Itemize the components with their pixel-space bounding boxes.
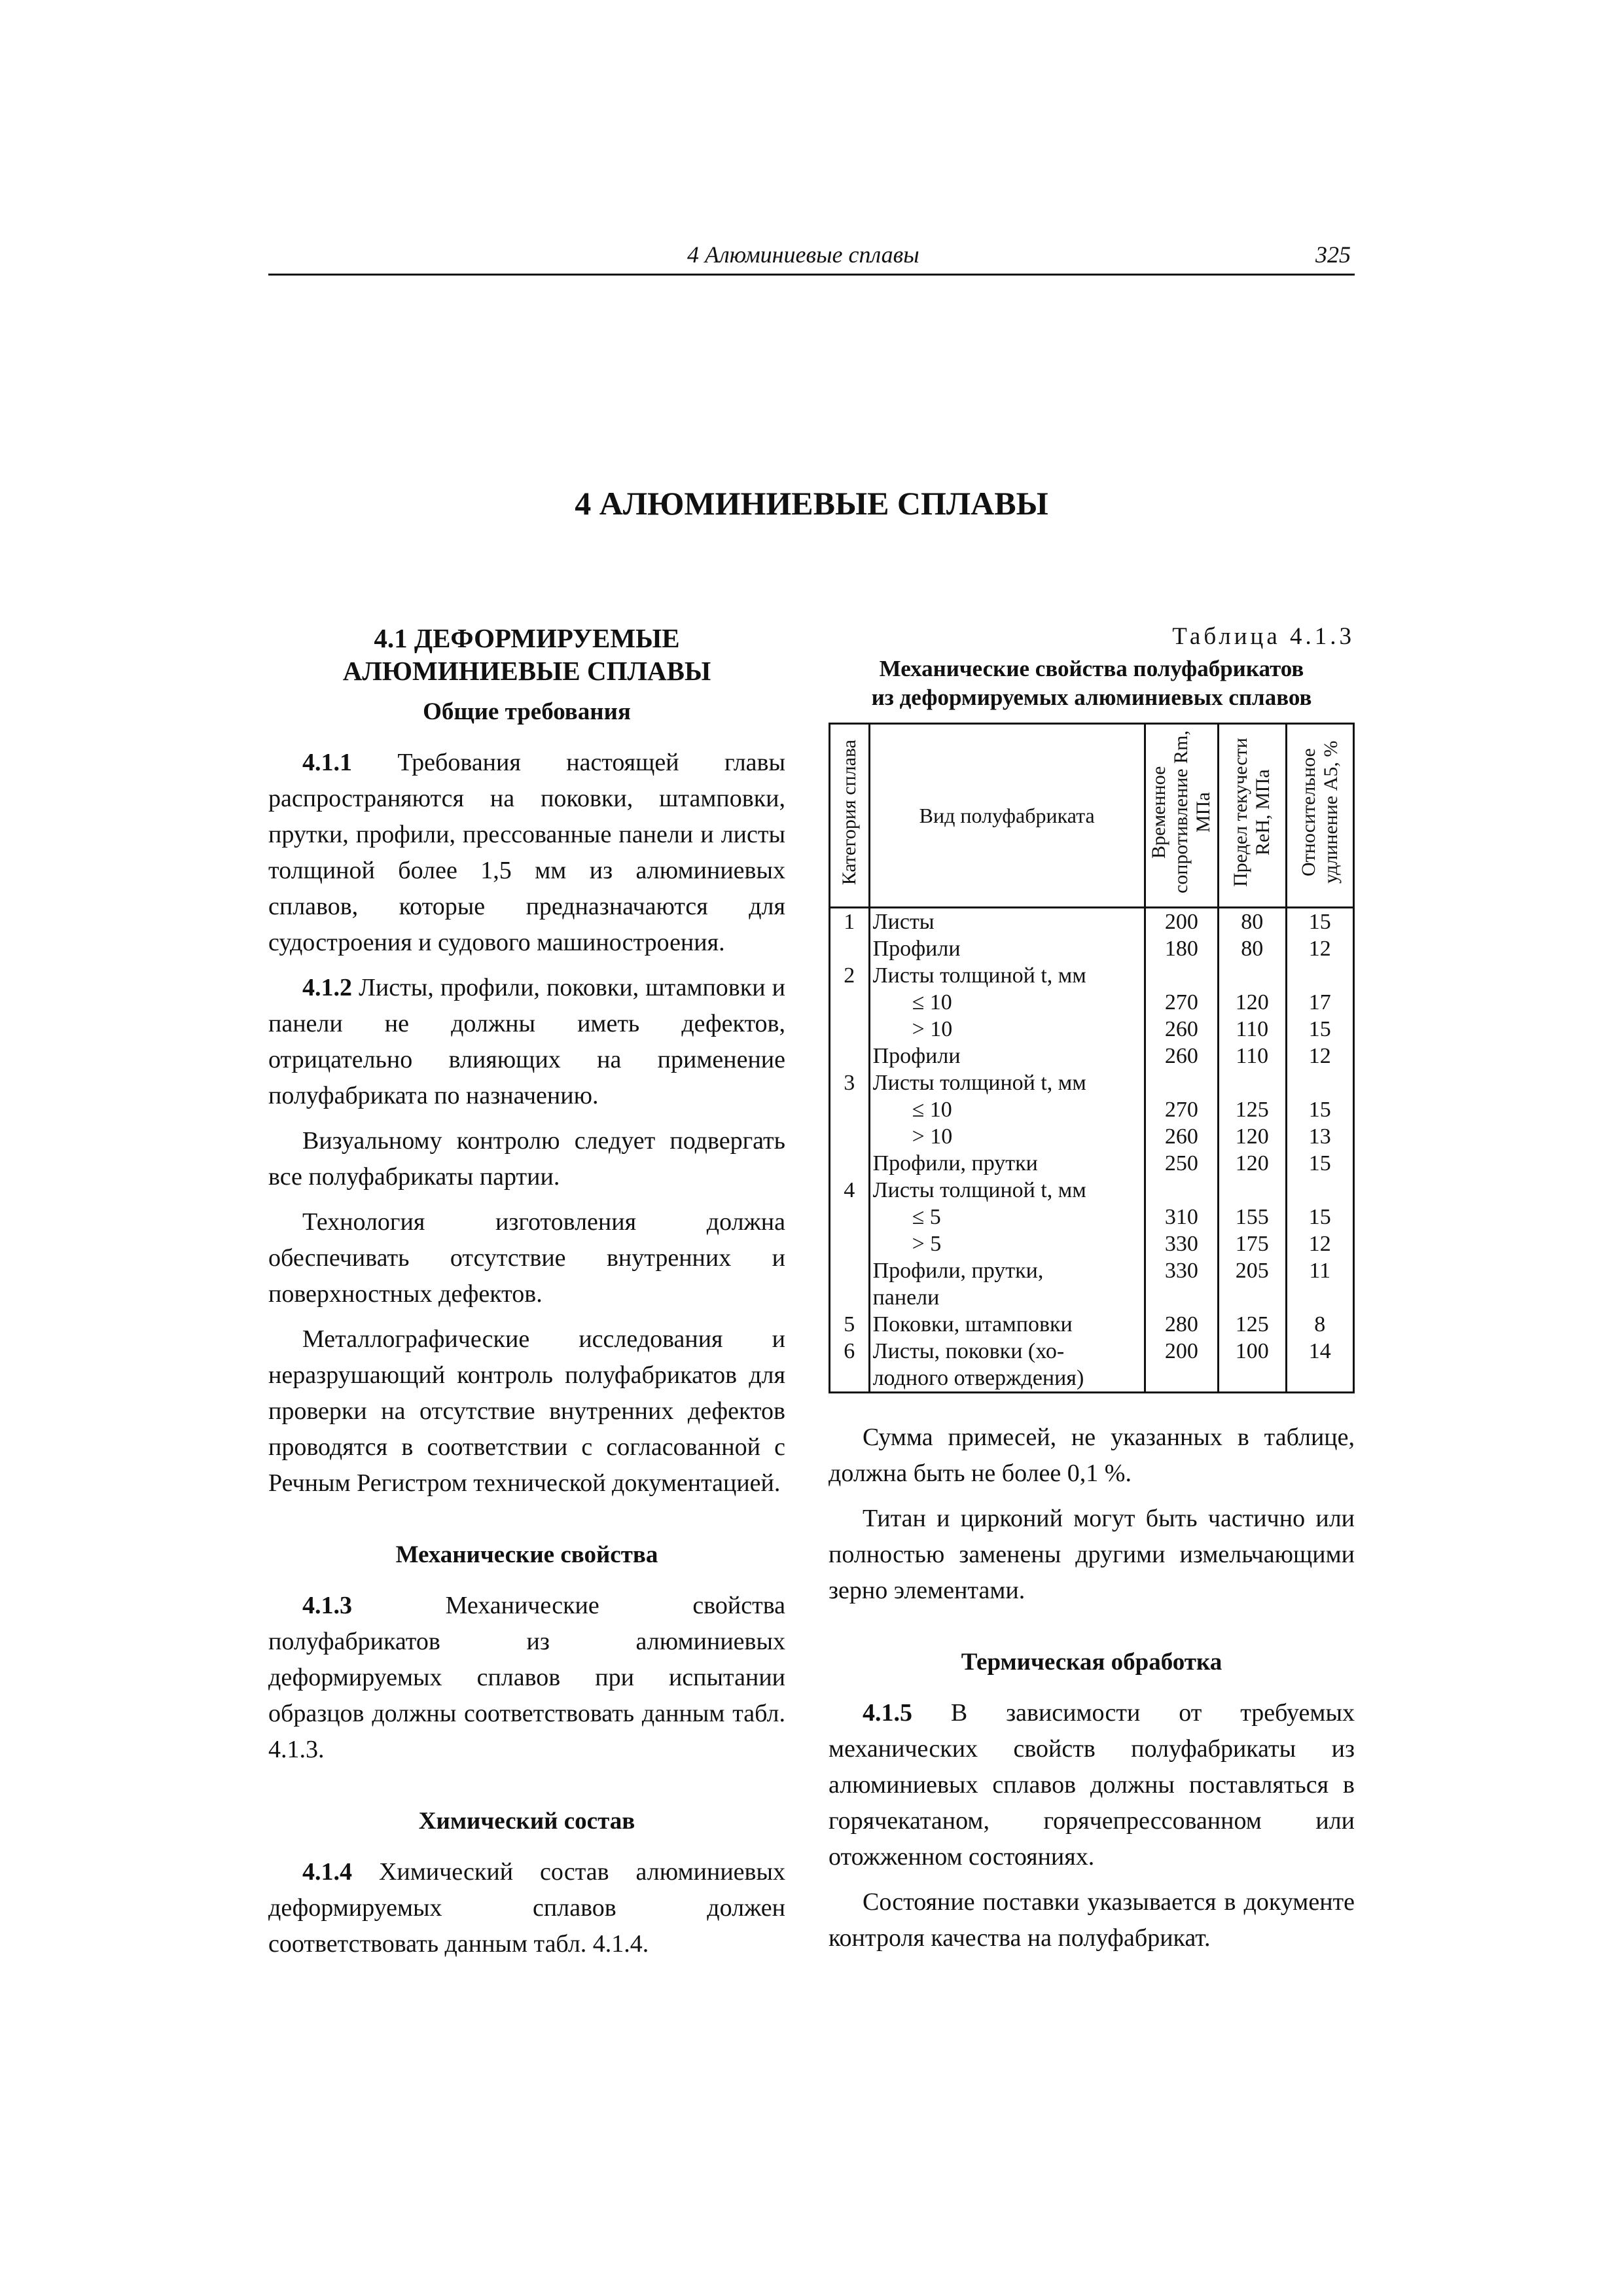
cell-reh xyxy=(1219,962,1286,989)
cell-reh: 120 xyxy=(1219,989,1286,1016)
cell-rm: 260 xyxy=(1145,1043,1218,1069)
header-reh xyxy=(1219,724,1286,908)
table-row xyxy=(830,1150,1354,1177)
cell-cat xyxy=(830,1150,870,1177)
cell-reh: 120 xyxy=(1219,1150,1286,1177)
cell-a5: 12 xyxy=(1286,1043,1353,1069)
cell-rm xyxy=(1145,1069,1218,1096)
clause-number: 4.1.2 xyxy=(302,974,352,1001)
cell-rm: 310 xyxy=(1145,1204,1218,1230)
cell-reh: 205 xyxy=(1219,1257,1286,1284)
cell-kind: Листы толщиной t, мм xyxy=(869,1069,1145,1096)
table-row xyxy=(830,1016,1354,1043)
table-row xyxy=(830,1284,1354,1311)
cell-kind: Листы толщиной t, мм xyxy=(869,962,1145,989)
cell-reh: 80 xyxy=(1219,908,1286,936)
table-header-row xyxy=(830,724,1354,908)
cell-rm xyxy=(1145,1284,1218,1311)
header-a5 xyxy=(1286,724,1353,908)
section-title-line2: АЛЮМИНИЕВЫЕ СПЛАВЫ xyxy=(342,656,711,686)
cell-reh: 80 xyxy=(1219,935,1286,962)
header-category xyxy=(830,724,870,908)
cell-kind: ≤ 5 xyxy=(869,1204,1145,1230)
table-caption xyxy=(829,655,1355,712)
cell-reh: 110 xyxy=(1219,1043,1286,1069)
cell-cat xyxy=(830,1284,870,1311)
cell-a5: 13 xyxy=(1286,1123,1353,1150)
cell-kind: ≤ 10 xyxy=(869,989,1145,1016)
section-title-line1: 4.1 ДЕФОРМИРУЕМЫЕ xyxy=(374,623,680,653)
table-row xyxy=(830,962,1354,989)
table-label: Таблица 4.1.3 xyxy=(1172,623,1355,650)
cell-a5 xyxy=(1286,962,1353,989)
left-column xyxy=(268,622,785,1971)
cell-reh: 120 xyxy=(1219,1123,1286,1150)
cell-reh: 110 xyxy=(1219,1016,1286,1043)
paragraph-delivery-state: Состояние поставки указывается в документе контроля качества на полуфабрикат. xyxy=(829,1888,1355,1952)
cell-a5 xyxy=(1286,1069,1353,1096)
right-column xyxy=(829,622,1355,1965)
cell-rm xyxy=(1145,962,1218,989)
header-rm-text: Временное сопротивление Rm, МПа xyxy=(1148,730,1215,894)
table-row xyxy=(830,1096,1354,1123)
cell-kind: ≤ 10 xyxy=(869,1096,1145,1123)
table-row xyxy=(830,989,1354,1016)
cell-reh xyxy=(1219,1069,1286,1096)
cell-kind: > 5 xyxy=(869,1230,1145,1257)
cell-reh: 175 xyxy=(1219,1230,1286,1257)
cell-rm: 280 xyxy=(1145,1311,1218,1338)
cell-rm: 180 xyxy=(1145,935,1218,962)
cell-a5: 15 xyxy=(1286,1204,1353,1230)
cell-a5: 11 xyxy=(1286,1257,1353,1284)
cell-cat xyxy=(830,1230,870,1257)
running-head-title: 4 Алюминиевые сплавы xyxy=(687,242,919,268)
cell-cat xyxy=(830,935,870,962)
cell-a5 xyxy=(1286,1177,1353,1204)
cell-reh: 125 xyxy=(1219,1311,1286,1338)
cell-cat xyxy=(830,1257,870,1284)
subheading-general: Общие требования xyxy=(423,698,631,725)
cell-a5: 12 xyxy=(1286,1230,1353,1257)
table-row xyxy=(830,908,1354,936)
cell-a5: 12 xyxy=(1286,935,1353,962)
table-row xyxy=(830,1338,1354,1365)
table-row xyxy=(830,1230,1354,1257)
cell-a5: 17 xyxy=(1286,989,1353,1016)
header-kind: Вид полуфабриката xyxy=(869,724,1145,908)
paragraph-metallography: Металлографические исследования и неразрушающий контроль полуфабрикатов для проверки на отсутствие внутренних дефектов проводятся в соответствии с согласованной с Речным Регистром технической документацией. xyxy=(268,1325,785,1497)
cell-kind: Поковки, штамповки xyxy=(869,1311,1145,1338)
cell-cat xyxy=(830,1204,870,1230)
header-a5-text: Относительное удлинение A5, % xyxy=(1297,740,1342,884)
paragraph-4-1-5 xyxy=(829,1695,1355,1875)
paragraph-technology: Технология изготовления должна обеспечивать отсутствие внутренних и поверхностных дефектов. xyxy=(268,1208,785,1308)
cell-rm: 260 xyxy=(1145,1016,1218,1043)
cell-kind: лодного отверждения) xyxy=(869,1365,1145,1393)
header-category-text: Категория сплава xyxy=(838,739,860,886)
cell-kind: панели xyxy=(869,1284,1145,1311)
cell-cat: 1 xyxy=(830,908,870,936)
cell-rm: 200 xyxy=(1145,908,1218,936)
cell-rm: 260 xyxy=(1145,1123,1218,1150)
header-rm xyxy=(1145,724,1218,908)
cell-rm xyxy=(1145,1365,1218,1393)
cell-kind: Листы толщиной t, мм xyxy=(869,1177,1145,1204)
table-row xyxy=(830,1069,1354,1096)
cell-kind: Листы, поковки (хо- xyxy=(869,1338,1145,1365)
cell-a5: 8 xyxy=(1286,1311,1353,1338)
cell-rm: 270 xyxy=(1145,989,1218,1016)
cell-rm: 250 xyxy=(1145,1150,1218,1177)
table-row xyxy=(830,1123,1354,1150)
cell-kind: Профили xyxy=(869,935,1145,962)
cell-cat xyxy=(830,1123,870,1150)
cell-a5: 15 xyxy=(1286,1016,1353,1043)
running-head xyxy=(268,237,1355,276)
cell-a5: 15 xyxy=(1286,1150,1353,1177)
cell-cat: 6 xyxy=(830,1338,870,1365)
section-title xyxy=(268,622,785,687)
paragraph-text: Механические свойства полуфабрикатов из алюминиевых деформируемых сплавов при испытании образцов должны соответствовать данным табл. 4.1.3. xyxy=(268,1592,785,1763)
table-row xyxy=(830,935,1354,962)
clause-number: 4.1.1 xyxy=(302,749,352,776)
subheading-chemical: Химический состав xyxy=(418,1808,635,1835)
table-caption-line1: Механические свойства полуфабрикатов xyxy=(879,656,1304,681)
cell-a5 xyxy=(1286,1284,1353,1311)
cell-cat xyxy=(830,1016,870,1043)
cell-reh: 155 xyxy=(1219,1204,1286,1230)
paragraph-visual-control: Визуальному контролю следует подвергать все полуфабрикаты партии. xyxy=(268,1127,785,1191)
cell-rm: 270 xyxy=(1145,1096,1218,1123)
paragraph-text: В зависимости от требуемых механических свойств полуфабрикаты из алюминиевых сплавов должны поставляться в горячекатаном, горячепрессованном или отожженном состояниях. xyxy=(829,1699,1355,1871)
paragraph-text: Требования настоящей главы распространяются на поковки, штамповки, прутки, профили, прессованные панели и листы толщиной более 1,5 мм из алюминиевых сплавов, которые предназначаются для судостроения и судового машиностроения. xyxy=(268,749,785,956)
paragraph-4-1-2 xyxy=(268,970,785,1114)
paragraph-impurities: Сумма примесей, не указанных в таблице, должна быть не более 0,1 %. xyxy=(829,1424,1355,1487)
table-row xyxy=(830,1177,1354,1204)
cell-cat: 4 xyxy=(830,1177,870,1204)
table-row xyxy=(830,1043,1354,1069)
paragraph-4-1-1 xyxy=(268,745,785,961)
header-reh-text: Предел текучести ReH, МПа xyxy=(1230,738,1274,887)
paragraph-text: Химический состав алюминиевых деформируемых сплавов должен соответствовать данным табл. 4.1.4. xyxy=(268,1858,785,1958)
cell-cat: 5 xyxy=(830,1311,870,1338)
cell-cat: 2 xyxy=(830,962,870,989)
cell-rm: 330 xyxy=(1145,1257,1218,1284)
cell-a5: 15 xyxy=(1286,1096,1353,1123)
table-row xyxy=(830,1311,1354,1338)
cell-cat xyxy=(830,1096,870,1123)
cell-kind: Листы xyxy=(869,908,1145,936)
clause-number: 4.1.3 xyxy=(302,1592,352,1619)
clause-number: 4.1.5 xyxy=(863,1699,912,1727)
cell-rm: 200 xyxy=(1145,1338,1218,1365)
cell-reh xyxy=(1219,1284,1286,1311)
cell-rm: 330 xyxy=(1145,1230,1218,1257)
page-number: 325 xyxy=(1315,242,1351,268)
subheading-mechanical: Механические свойства xyxy=(395,1541,658,1568)
table-row xyxy=(830,1204,1354,1230)
cell-kind: > 10 xyxy=(869,1016,1145,1043)
cell-a5: 14 xyxy=(1286,1338,1353,1365)
properties-table xyxy=(829,723,1355,1393)
table-caption-line2: из деформируемых алюминиевых сплавов xyxy=(871,685,1312,710)
cell-a5: 15 xyxy=(1286,908,1353,936)
cell-kind: > 10 xyxy=(869,1123,1145,1150)
cell-reh xyxy=(1219,1177,1286,1204)
cell-cat: 3 xyxy=(830,1069,870,1096)
paragraph-titanium: Титан и цирконий могут быть частично или полностью заменены другими измельчающими зерно элементами. xyxy=(829,1505,1355,1604)
clause-number: 4.1.4 xyxy=(302,1858,352,1886)
cell-kind: Профили xyxy=(869,1043,1145,1069)
paragraph-4-1-3 xyxy=(268,1588,785,1768)
cell-kind: Профили, прутки xyxy=(869,1150,1145,1177)
cell-a5 xyxy=(1286,1365,1353,1393)
cell-kind: Профили, прутки, xyxy=(869,1257,1145,1284)
paragraph-4-1-4 xyxy=(268,1854,785,1962)
subheading-heat-treatment: Термическая обработка xyxy=(961,1649,1222,1676)
table-row xyxy=(830,1257,1354,1284)
chapter-title: 4 АЛЮМИНИЕВЫЕ СПЛАВЫ xyxy=(575,485,1048,522)
cell-cat xyxy=(830,1365,870,1393)
cell-cat xyxy=(830,989,870,1016)
cell-rm xyxy=(1145,1177,1218,1204)
cell-reh xyxy=(1219,1365,1286,1393)
paragraph-text: Листы, профили, поковки, штамповки и панели не должны иметь дефектов, отрицательно влияющих на применение полуфабриката по назначению. xyxy=(268,974,785,1109)
cell-cat xyxy=(830,1043,870,1069)
table-row xyxy=(830,1365,1354,1393)
table-body xyxy=(830,908,1354,1393)
cell-reh: 100 xyxy=(1219,1338,1286,1365)
cell-reh: 125 xyxy=(1219,1096,1286,1123)
